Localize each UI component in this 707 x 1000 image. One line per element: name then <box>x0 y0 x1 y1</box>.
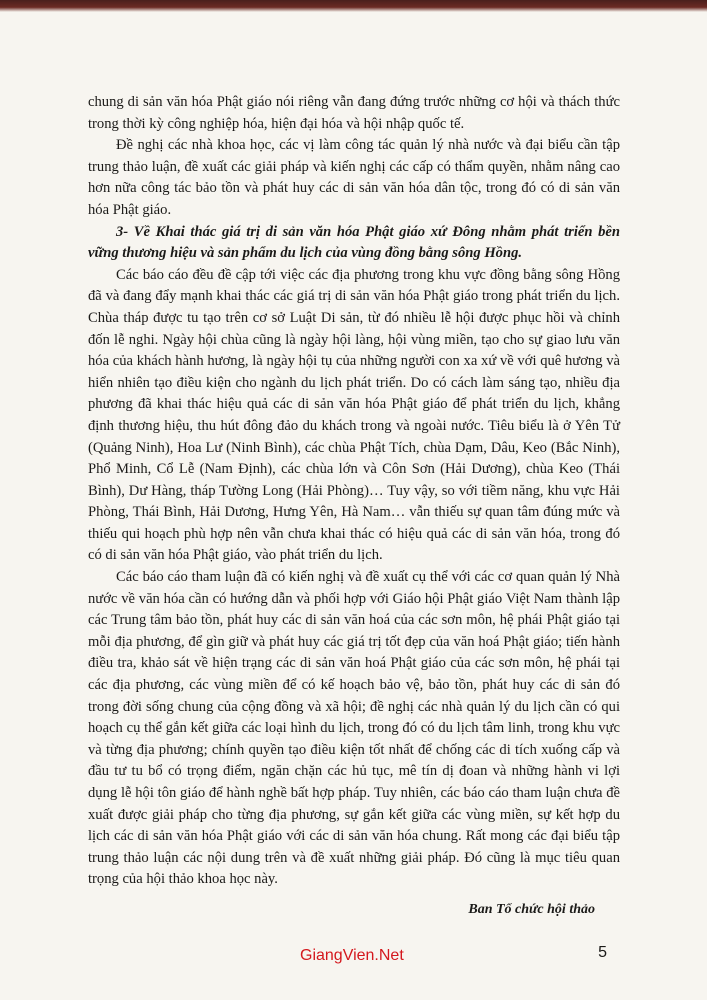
paragraph-proposals: Các báo cáo tham luận đã có kiến nghị và đề xuất cụ thể với các cơ quan quản lý Nhà nước về văn hóa cần có hướng dẫn và phối hợp với Giáo hội Phật giáo Việt Nam thành lập các Trung tâm bảo tồn, phát huy các di sản văn hoá của các sơn môn, hệ phái Phật giáo tại mỗi địa phương, để gìn giữ và phát huy các giá trị tốt đẹp của văn hoá Phật giáo; tiến hành điều tra, khảo sát về hiện trạng các di sản văn hoá Phật giáo của các sơn môn, hệ phái tại các địa phương, các vùng miền để có kế hoạch bảo vệ, bảo tồn, phát huy các di sản đó trong đời sống chung của cộng đồng và xã hội; đề nghị các nhà quản lý du lịch cần có qui hoạch cụ thể gắn kết giữa các loại hình du lịch, trong đó có du lịch tâm linh, trong khu vực và từng địa phương; chính quyền tạo điều kiện tốt nhất để chống các di tích xuống cấp và đầu tư tu bổ có trọng điểm, ngăn chặn các hủ tục, mê tín dị đoan và những hành vi lợi dụng lễ hội tôn giáo để hành nghề bất hợp pháp. Tuy nhiên, các báo cáo tham luận chưa đề xuất được giải pháp cho từng địa phương, sự gắn kết giữa các vùng miền, sự kết hợp du lịch các di sản văn hóa Phật giáo với các di sản văn hóa chung. Rất mong các đại biểu tập trung thảo luận các nội dung trên và đề xuất những giải pháp. Đó cũng là mục tiêu quan trọng của hội thảo khoa học này. <box>88 569 620 888</box>
paragraph-recommendation: Đề nghị các nhà khoa học, các vị làm công tác quản lý nhà nước và đại biểu cần tập trung thảo luận, đề xuất các giải pháp và kiến nghị các cấp có thẩm quyền, nhằm nâng cao hơn nữa công tác bảo tồn và phát huy các di sản văn hóa dân tộc, trong đó có di sản văn hóa Phật giáo. <box>88 137 620 218</box>
page-number: 5 <box>598 944 607 961</box>
organizer-signature: Ban Tổ chức hội thảo <box>468 902 595 917</box>
page-top-border <box>0 0 707 12</box>
paragraph-continuation: chung di sản văn hóa Phật giáo nói riêng vẫn đang đứng trước những cơ hội và thách thức trong thời kỳ công nghiệp hóa, hiện đại hóa và hội nhập quốc tế. <box>88 94 620 132</box>
section-heading: 3- Về Khai thác giá trị di sản văn hóa Phật giáo xứ Đông nhằm phát triển bền vững thương hiệu và sản phẩm du lịch của vùng đồng bằng sông Hồng. <box>88 223 620 262</box>
paragraph-tourism-reports: Các báo cáo đều đề cập tới việc các địa phương trong khu vực đồng bằng sông Hồng đã và đang đẩy mạnh khai thác các giá trị di sản văn hóa Phật giáo trong phát triển du lịch. Chùa tháp được tu tạo trên cơ sở Luật Di sản, từ đó nhiều lễ hội được phục hồi và chỉnh đốn lễ nghi. Ngày hội chùa cũng là ngày hội làng, hội vùng miền, tạo cho sự giao lưu văn hóa của khách hành hương, là ngày hội tụ của những người con xa xứ về với quê hương và hiển nhiên tạo điều kiện cho ngành du lịch phát triển. Do có cách làm sáng tạo, nhiều địa phương đã khai thác hiệu quả các di sản văn hóa Phật giáo để phát triển du lịch, khẳng định thương hiệu, thu hút đông đảo du khách trong và ngoài nước. Tiêu biểu là ở Yên Tử (Quảng Ninh), Hoa Lư (Ninh Bình), các chùa Phật Tích, chùa Dạm, Dâu, Keo (Bắc Ninh), Phổ Minh, Cổ Lễ (Nam Định), các chùa lớn và Côn Sơn (Hải Dương), chùa Keo (Thái Bình), Dư Hàng, tháp Tường Long (Hải Phòng)… Tuy vậy, so với tiềm năng, khu vực Hải Phòng, Thái Bình, Hải Dương, Hưng Yên, Hà Nam… vẫn thiếu sự quan tâm đúng mức và thiếu qui hoạch phù hợp nên vẫn chưa khai thác có hiệu quả các di sản văn hóa, trong đó có di sản văn hóa Phật giáo, vào phát triển du lịch. <box>88 266 620 564</box>
site-watermark: GiangVien.Net <box>300 947 404 964</box>
document-body <box>88 92 620 891</box>
